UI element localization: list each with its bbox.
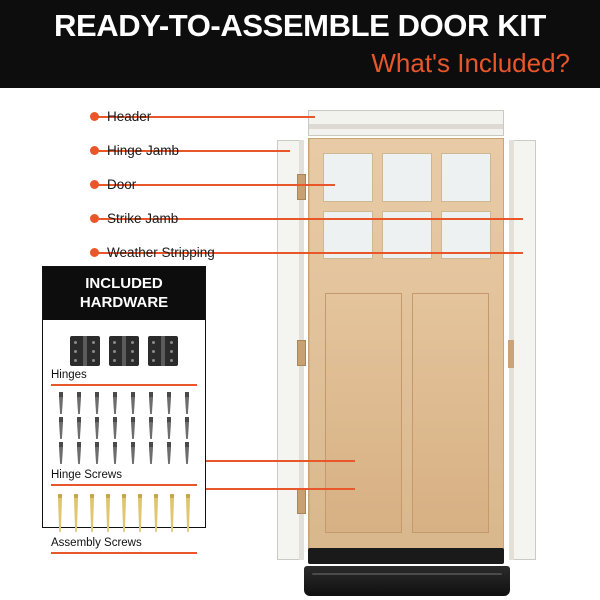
included-hardware-box [42, 266, 206, 549]
strike-plate [508, 340, 514, 368]
screw-icon [95, 417, 99, 439]
glass-pane [382, 153, 432, 202]
screw-icon [149, 417, 153, 439]
callout-label: Weather Stripping [107, 244, 215, 260]
screw-icon [113, 392, 117, 414]
assembly-screw-icon [122, 494, 126, 532]
banner [0, 0, 600, 88]
hinge-screws-row [51, 386, 197, 466]
assembly-screw-icon [106, 494, 110, 532]
screw-icon [59, 417, 63, 439]
hardware-caption-hinges: Hinges [51, 369, 197, 386]
assembly-screw-icon [74, 494, 78, 532]
banner-title: READY-TO-ASSEMBLE DOOR KIT [54, 8, 546, 43]
hinge-icon [148, 336, 178, 366]
screw-icon [185, 442, 189, 464]
callout-label: Hinge Jamb [107, 142, 180, 158]
leader-line-strike-jamb [95, 218, 523, 220]
screw-icon [167, 417, 171, 439]
leader-line-hinge-jamb [95, 150, 290, 152]
screw-icon [59, 392, 63, 414]
assembly-screw-icon [90, 494, 94, 532]
door-panel [412, 293, 489, 533]
door-slab [308, 138, 504, 560]
glass-lite-grid [323, 153, 491, 259]
hinge-lower [297, 488, 306, 514]
door-panel-group [325, 293, 489, 533]
hinge-middle [297, 340, 306, 366]
screw-icon [77, 392, 81, 414]
door-header-board [308, 110, 504, 136]
door-panel [325, 293, 402, 533]
screw-icon [113, 442, 117, 464]
screw-icon [131, 392, 135, 414]
callout-label: Header [107, 108, 152, 124]
hardware-box-body [43, 320, 205, 558]
threshold [304, 566, 510, 596]
screw-icon [185, 417, 189, 439]
screw-icon [167, 392, 171, 414]
assembly-screw-icon [154, 494, 158, 532]
screw-icon [185, 392, 189, 414]
screw-icon [131, 417, 135, 439]
leader-line-header [95, 116, 315, 118]
callout-label: Door [107, 176, 137, 192]
assembly-screw-icon [170, 494, 174, 532]
leader-line-door [95, 184, 335, 186]
leader-line-weather-stripping [95, 252, 523, 254]
glass-pane [441, 153, 491, 202]
callout-label: Strike Jamb [107, 210, 179, 226]
hinges-row [51, 326, 197, 366]
assembly-screw-icon [186, 494, 190, 532]
assembly-screws-row [51, 486, 197, 534]
screw-icon [113, 417, 117, 439]
screw-icon [59, 442, 63, 464]
screw-icon [77, 417, 81, 439]
assembly-screw-icon [58, 494, 62, 532]
door-sweep [308, 548, 504, 564]
hinge-icon [70, 336, 100, 366]
hardware-caption-hinge-screws: Hinge Screws [51, 469, 197, 486]
illustration-stage [0, 88, 600, 600]
hardware-title-line1: INCLUDED [85, 275, 163, 292]
glass-pane [323, 153, 373, 202]
screw-icon [95, 392, 99, 414]
hinge-icon [109, 336, 139, 366]
screw-icon [77, 442, 81, 464]
screw-icon [149, 392, 153, 414]
banner-subtitle: What's Included? [371, 48, 570, 78]
hinge-upper [297, 174, 306, 200]
screw-icon [131, 442, 135, 464]
hardware-title-line2: HARDWARE [79, 294, 169, 311]
screw-icon [167, 442, 171, 464]
screw-icon [95, 442, 99, 464]
screw-icon [149, 442, 153, 464]
hardware-box-title [43, 267, 205, 320]
hardware-caption-assembly-screws: Assembly Screws [51, 537, 197, 554]
assembly-screw-icon [138, 494, 142, 532]
